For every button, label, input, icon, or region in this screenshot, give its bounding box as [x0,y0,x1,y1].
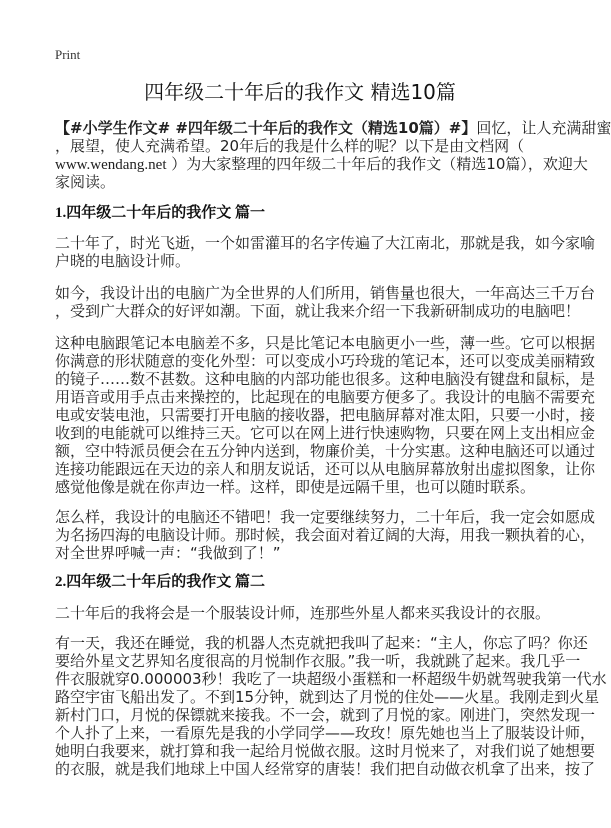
paragraph-line: 电或安装电池，只需要打开电脑的接收器，把电脑屏幕对准太阳，只要一小时，接 [55,406,596,424]
paragraph-line: 的镜子……数不甚数。这种电脑的内部功能也很多。这种电脑没有键盘和鼠标，是 [55,370,596,388]
section-heading: 2.四年级二十年后的我作文 篇二 [55,574,266,590]
page-title: 四年级二十年后的我作文 精选10篇 [144,80,456,104]
paragraph-line: 这种电脑跟笔记本电脑差不多，只是比笔记本电脑更小一些，薄一些。它可以根据 [55,334,596,352]
paragraph-line: ，受到广大群众的好评如潮。下面，就让我来介绍一下我新研制成功的电脑吧！ [55,302,581,320]
paragraph-line: 要给外星文艺界知名度很高的月悦制作衣服。”我一听，我就跳了起来。我几乎一 [55,652,581,670]
site-link[interactable]: www.wendang.net [55,157,167,173]
paragraph-line: 的衣服，就是我们地球上中国人经常穿的唐装！我们把自动做衣机拿了出来，按了 [55,760,596,778]
paragraph [55,634,607,778]
paragraph-line: 户晓的电脑设计师。 [55,252,191,270]
paragraph-line: 有一天，我还在睡觉，我的机器人杰克就把我叫了起来：“主人，你忘了吗？你还 [55,634,588,652]
paragraph-line: 如今，我设计出的电脑广为全世界的人们所用，销售量也很大，一年高达三千万台 [55,284,596,302]
intro-text: 回忆，让人充满甜蜜 [476,119,611,137]
paragraph-line: 怎么样，我设计的电脑还不错吧！我一定要继续努力，二十年后，我一定会如愿成 [55,508,596,526]
intro-line [55,119,611,137]
intro-paragraph [55,119,611,191]
paragraph-line: 二十年了，时光飞逝，一个如雷灌耳的名字传遍了大江南北，那就是我，如今家喻 [55,234,596,252]
paragraph-line: 新村门口，月悦的保镖就来接我。不一会，就到了月悦的家。刚进门，突然发现一 [55,706,596,724]
paragraph-line: 为名扬四海的电脑设计师。那时候，我会面对着辽阔的大海，用我一颗执着的心， [55,526,596,544]
paragraph-line: 她明白我要来，就打算和我一起给月悦做衣服。这时月悦来了，对我们说了她想要 [55,742,596,760]
paragraph-line: 额，空中特派员便会在五分钟内送到，物廉价美，十分实惠。这种电脑还可以通过 [55,442,596,460]
paragraph-line: 感觉他像是就在你声边一样。这样，即使是远隔千里，也可以随时联系。 [55,478,536,496]
paragraph-line: 个人扑了上来，一看原先是我的小学同学——玫玫！原先她也当上了服装设计师， [55,724,596,742]
intro-line: 家阅读。 [55,173,116,191]
paragraph [55,334,596,496]
intro-line [55,155,588,173]
paragraph [55,508,596,562]
intro-line: ，展望，使人充满希望。20年后的我是什么样的呢？以下是由文档网（ [55,137,525,155]
paragraph-line: 路空宇宙飞船出发了。不到15分钟，就到达了月悦的住处——火星。我刚走到火星 [55,688,600,706]
paragraph [55,284,596,320]
section-heading: 1.四年级二十年后的我作文 篇一 [55,205,266,221]
paragraph [55,604,549,622]
print-label: Print [55,47,81,62]
paragraph-line: 用语音或用手点击来操控的，比起现在的电脑要方便多了。我设计的电脑不需要充 [55,388,596,406]
paragraph-line: 二十年后的我将会是一个服装设计师，连那些外星人都来买我设计的衣服。 [55,604,551,622]
intro-text: ）为大家整理的四年级二十年后的我作文（精选10篇），欢迎大 [171,155,588,173]
paragraph-line: 对全世界呼喊一声：“我做到了！” [55,544,281,562]
intro-tag: 【#小学生作文# #四年级二十年后的我作文（精选10篇）#】 [55,119,477,137]
paragraph-line: 收到的电能就可以维持三天。它可以在网上进行快速购物，只要在网上支出相应金 [55,424,596,442]
paragraph-line: 你满意的形状随意的变化外型：可以变成小巧玲珑的笔记本，还可以变成美丽精致 [55,352,596,370]
paragraph [55,234,596,270]
paragraph-line: 件衣服就穿0.000003秒！我吃了一块超级小蛋糕和一杯超级牛奶就驾驶我第一代水 [55,670,607,688]
paragraph-line: 连接功能跟远在天边的亲人和朋友说话，还可以从电脑屏幕放射出虚拟图象，让你 [55,460,596,478]
